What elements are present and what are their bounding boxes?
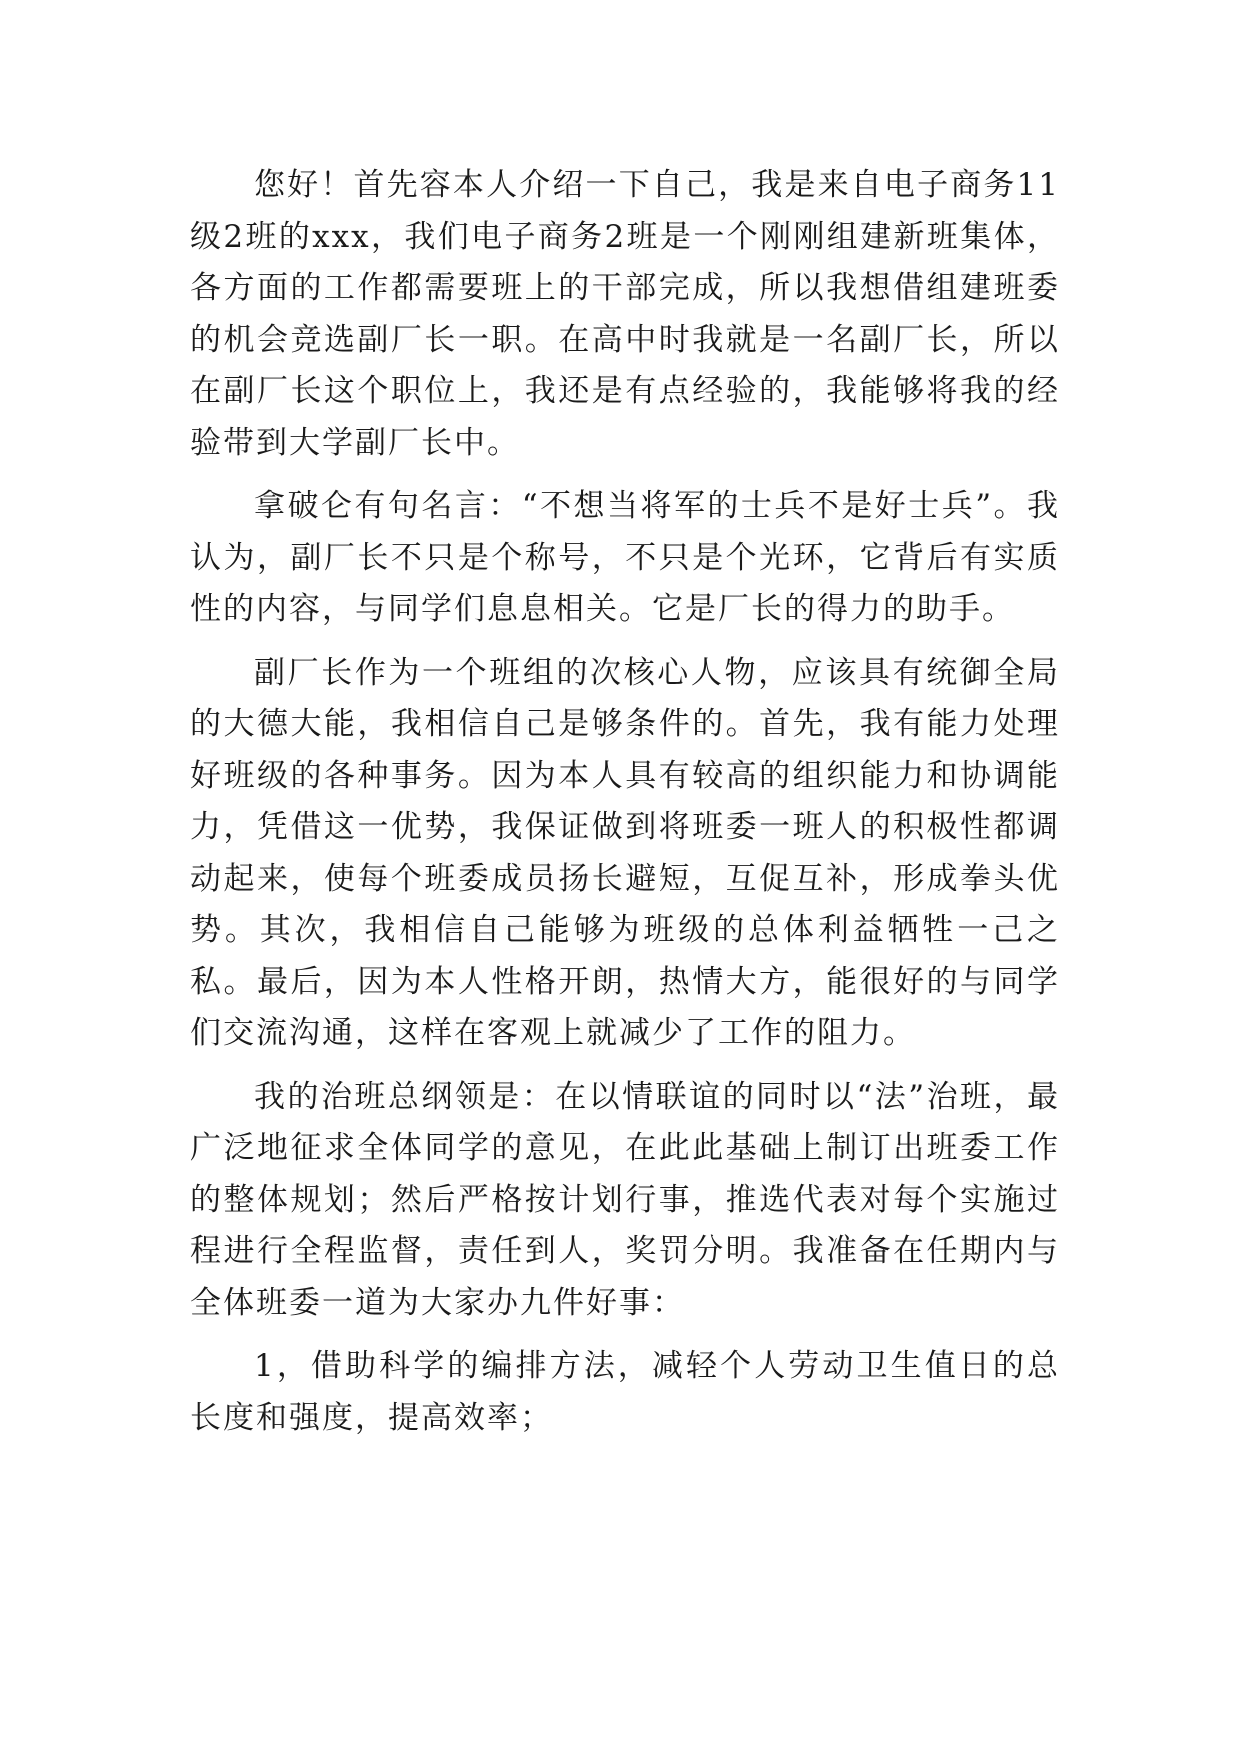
paragraph-qualifications: 副厂长作为一个班组的次核心人物，应该具有统御全局的大德大能，我相信自己是够条件的。首先，我有能力处理好班级的各种事务。因为本人具有较高的组织能力和协调能力，凭借这一优势，我保证做到将班委一班人的积极性都调动起来，使每个班委成员扬长避短，互促互补，形成拳头优势。其次，我相信自己能够为班级的总体利益牺牲一己之私。最后，因为本人性格开朗，热情大方，能很好的与同学们交流沟通，这样在客观上就减少了工作的阻力。 — [190, 654, 1060, 1051]
paragraph-guideline: 我的治班总纲领是：在以情联谊的同时以“法”治班，最广泛地征求全体同学的意见，在此此基础上制订出班委工作的整体规划；然后严格按计划行事，推选代表对每个实施过程进行全程监督，责任到人，奖罚分明。我准备在任期内与全体班委一道为大家办九件好事： — [190, 1078, 1060, 1321]
document-body — [190, 160, 1060, 1456]
paragraph-intro: 您好！首先容本人介绍一下自己，我是来自电子商务11级2班的xxx，我们电子商务2班是一个刚刚组建新班集体，各方面的工作都需要班上的干部完成，所以我想借组建班委的机会竞选副厂长一职。在高中时我就是一名副厂长，所以在副厂长这个职位上，我还是有点经验的，我能够将我的经验带到大学副厂长中。 — [190, 167, 1060, 461]
paragraph-item-1: 1，借助科学的编排方法，减轻个人劳动卫生值日的总长度和强度，提高效率； — [190, 1348, 1060, 1436]
paragraph-quote: 拿破仑有句名言：“不想当将军的士兵不是好士兵”。我认为，副厂长不只是个称号，不只是个光环，它背后有实质性的内容，与同学们息息相关。它是厂长的得力的助手。 — [190, 488, 1060, 627]
